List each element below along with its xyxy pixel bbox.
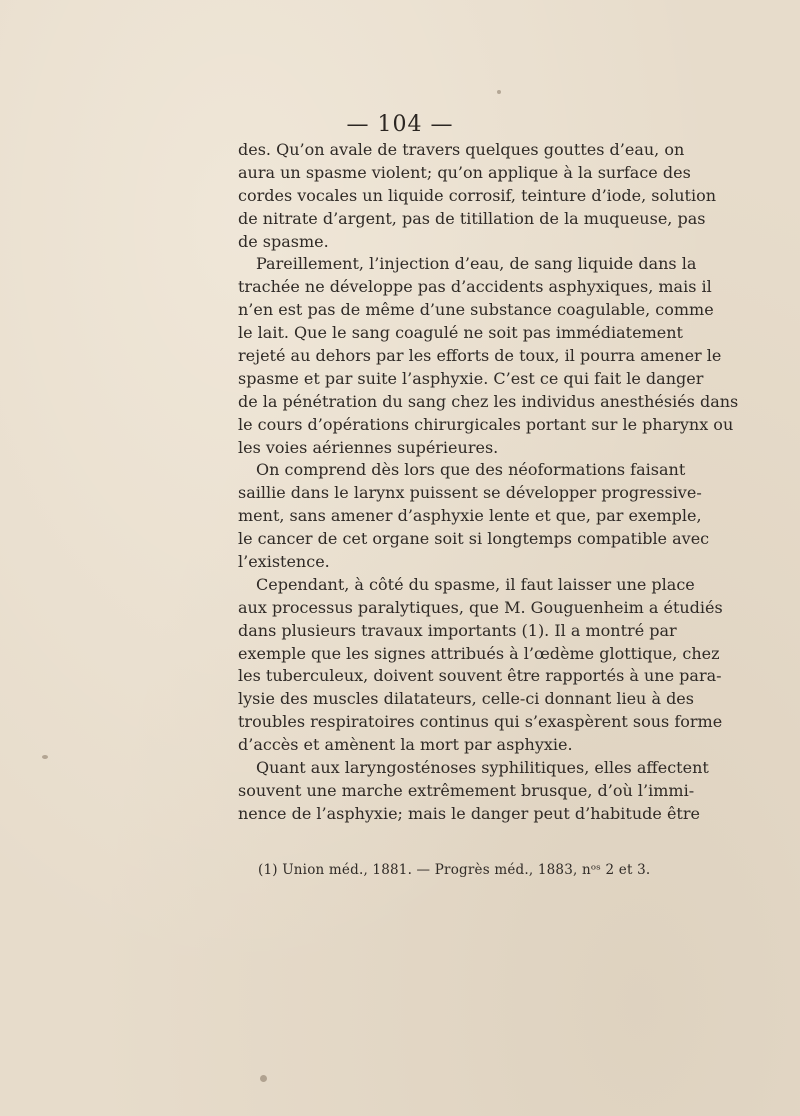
text-line: souvent une marche extrêmement brusque, d’où l’immi- <box>238 780 695 800</box>
text-line: dans plusieurs travaux importants (1). Il a montré par <box>238 620 677 640</box>
paragraph <box>238 758 709 827</box>
footnote: (1) Union méd., 1881. — Progrès méd., 1883, nᵒˢ 2 et 3. <box>258 862 651 878</box>
text-line: saillie dans le larynx puissent se développer progressive- <box>238 483 702 503</box>
text-line: les voies aériennes supérieures. <box>238 437 499 457</box>
text-line: lysie des muscles dilatateurs, celle-ci donnant lieu à des <box>238 689 694 709</box>
text-line: aux processus paralytiques, que M. Gouguenheim a étudiés <box>238 597 723 617</box>
paragraph <box>238 574 723 758</box>
text-line: ment, sans amener d’asphyxie lente et que, par exemple, <box>238 506 702 526</box>
paper-speck <box>260 1075 267 1082</box>
paragraph <box>238 254 739 460</box>
text-line: d’accès et amènent la mort par asphyxie. <box>238 735 573 755</box>
text-line: les tuberculeux, doivent souvent être rapportés à une para- <box>238 666 722 686</box>
text-line: Cependant, à côté du spasme, il faut laisser une place <box>256 574 695 594</box>
text-line: nence de l’asphyxie; mais le danger peut d’habitude être <box>238 803 700 823</box>
text-line: trachée ne développe pas d’accidents asphyxiques, mais il <box>238 277 712 297</box>
paragraph <box>238 140 717 254</box>
text-line: rejeté au dehors par les efforts de toux, il pourra amener le <box>238 346 722 366</box>
paragraph <box>238 460 710 574</box>
text-line: de nitrate d’argent, pas de titillation de la muqueuse, pas <box>238 208 706 228</box>
body-text <box>238 140 739 827</box>
text-line: de spasme. <box>238 231 329 251</box>
text-line: l’existence. <box>238 552 330 572</box>
text-line: le cours d’opérations chirurgicales portant sur le pharynx ou <box>238 414 734 434</box>
text-line: le cancer de cet organe soit si longtemps compatible avec <box>238 529 710 549</box>
text-line: aura un spasme violent; qu’on applique à la surface des <box>238 162 691 182</box>
text-line: Pareillement, l’injection d’eau, de sang liquide dans la <box>256 254 697 274</box>
text-line: On comprend dès lors que des néoformations faisant <box>256 460 686 480</box>
text-line: le lait. Que le sang coagulé ne soit pas immédiatement <box>238 323 683 343</box>
text-line: cordes vocales un liquide corrosif, teinture d’iode, solution <box>238 185 717 205</box>
text-line: exemple que les signes attribués à l’œdème glottique, chez <box>238 643 720 663</box>
paper-speck <box>497 90 501 94</box>
text-line: de la pénétration du sang chez les individus anesthésiés dans <box>238 391 739 411</box>
text-line: spasme et par suite l’asphyxie. C’est ce qui fait le danger <box>238 368 704 388</box>
text-line: n’en est pas de même d’une substance coagulable, comme <box>238 300 714 320</box>
page-number: — 104 — <box>346 112 454 137</box>
text-line: troubles respiratoires continus qui s’exaspèrent sous forme <box>238 712 723 732</box>
text-line: des. Qu’on avale de travers quelques gouttes d’eau, on <box>238 140 685 159</box>
text-line: Quant aux laryngosténoses syphilitiques, elles affectent <box>256 758 709 778</box>
paper-speck <box>42 755 48 759</box>
